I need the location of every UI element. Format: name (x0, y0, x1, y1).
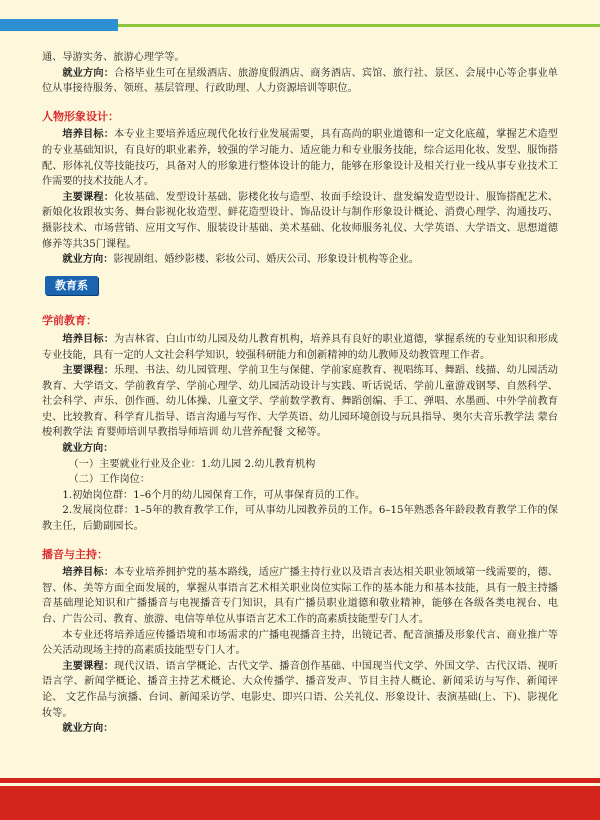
broadcasting-extra: 本专业还将培养适应传播语境和市场需求的广播电视播音主持，出镜记者、配音演播及形象代言、商业推广等公关活动现场主持的高素质技能型专门人才。 (42, 629, 558, 657)
preschool-career-line-1: （一）主要就业行业及企业：1.幼儿园 2.幼儿教育机构 (68, 458, 316, 470)
preschool-career-label: 就业方向： (62, 442, 114, 455)
header-green-line (118, 24, 600, 27)
courses-text: 现代汉语、语言学概论、古代文学、播音创作基础、中国现当代文学、外国文学、古代汉语、视听语言学、新闻学概论、播音主持艺术概论、大众传播学、播音发声、节目主持人概论、新闻采访与写作、新闻评论、 文艺作品与演播、台词、新闻采访学、电影史、即兴口语、公关礼仪、形象设计、表演基础(上、下)、影视化妆等。 (42, 660, 558, 719)
goal-label: 培养目标： (62, 332, 115, 345)
career-text: 影视剧组、婚纱影楼、彩妆公司、婚庆公司、形象设计机构等企业。 (113, 254, 419, 266)
footer-red-band (0, 786, 600, 820)
courses-label: 主要课程： (62, 659, 115, 672)
courses-text: 乐理、书法、幼儿园管理、学前卫生与保健、学前家庭教育、视唱练耳、舞蹈、线描、幼儿园活动教育、大学语文、学前教育学、学前心理学、幼儿园活动设计与实践、听话说话、学前儿童游戏钢琴、自然科学、社会科学、声乐、创作画、幼儿体操、儿童文学、学前数学教育、舞蹈创编、手工、弹唱、水墨画、中外学前教育史、比较教育、科学育儿指导、语言沟通与写作、大学英语、幼儿园环境创设与玩具指导、奥尔夫音乐教学法 蒙台梭利教学法 育婴师培训早教指导师培训 幼儿营养配餐 文秘等。 (42, 365, 558, 439)
courses-label: 主要课程： (62, 364, 115, 377)
section-title-image-design: 人物形象设计： (42, 109, 119, 123)
broadcasting-goal (42, 565, 558, 627)
department-badge: 教育系 (45, 276, 98, 296)
goal-text: 本专业主要培养适应现代化妆行业发展需要，具有高尚的职业道德和一定文化底蕴，掌握艺术造型的专业基础知识，有良好的职业素养，较强的学习能力、适应能力和专业服务技能，综合运用化妆、发型、服饰搭配、形体礼仪等技能技巧，具备对人的形象进行整体设计的能力，能够在形象设计及相关行业一线从事专业技术工作需要的技术技能人才。 (42, 129, 558, 188)
goal-text: 为吉林省、白山市幼儿园及幼儿教育机构，培养具有良好的职业道德，掌握系统的专业知识和形成专业技能，具有一定的人文社会科学知识，较强科研能力和创新精神的幼儿教师及幼教管理工作者。 (42, 333, 558, 361)
preschool-courses (42, 363, 558, 441)
career-label: 就业方向： (62, 66, 115, 79)
goal-text: 本专业培养拥护党的基本路线，适应广播主持行业以及语言表达相关职业领域第一线需要的，德、智、体、美等方面全面发展的，掌握从事语言艺术相关职业岗位实际工作的基本能力和基本技能，具有一般主持播音基础理论知识和广播播音与电视播音专门知识，具有广播员职业道德和敬业精神，能够在各级各类电视台、电台、广告公司、教育、旅游、电信等单位从事语言艺术工作的高素质技能型专门人才。 (42, 567, 558, 625)
continued-text: 通、导游实务、旅游心理学等。 (42, 52, 185, 63)
tourism-career (42, 66, 558, 97)
footer-red-stripe (0, 778, 600, 783)
preschool-goal (42, 332, 558, 363)
career-text: 合格毕业生可在星级酒店、旅游度假酒店、商务酒店、宾馆、旅行社、景区、会展中心等企事业单位从事接待服务、领班、基层管理、行政助理、人力资源培训等职位。 (42, 67, 558, 95)
courses-text: 化妆基础、发型设计基础、影楼化妆与造型、妆面手绘设计、盘发编发造型设计、服饰搭配艺术、新娘化妆跟妆实务、舞台影视化妆造型、鲜花造型设计、饰品设计与制作形象设计概论、消费心理学、沟通技巧、摄影技术、市场营销、应用文写作、服装设计基础、美术基础、化妆师服务礼仪、大学英语、大学语文、思想道德修养等共35门课程。 (42, 191, 558, 250)
goal-label: 培养目标： (62, 128, 115, 141)
career-label: 就业方向： (62, 253, 114, 266)
preschool-career-line-3: 1.初始岗位群：1–6个月的幼儿园保育工作，可从事保育员的工作。 (62, 489, 366, 501)
courses-label: 主要课程： (62, 190, 115, 203)
document-body (42, 50, 558, 737)
image-design-courses (42, 190, 558, 252)
header-blue-bar (0, 19, 118, 31)
preschool-career-line-4: 2.发展岗位群：1–5年的教育教学工作，可从事幼儿园教养员的工作。6–15年熟悉各年龄段教育教学工作的保教主任，后勤副园长。 (42, 505, 558, 533)
goal-label: 培养目标： (62, 566, 115, 579)
preschool-career-line-2: （二）工作岗位： (68, 474, 151, 486)
image-design-goal (42, 127, 558, 189)
broadcasting-courses (42, 659, 558, 721)
broadcasting-career-label: 就业方向： (62, 722, 114, 735)
section-title-broadcasting: 播音与主持： (42, 547, 108, 561)
section-title-preschool: 学前教育： (42, 314, 97, 328)
image-design-career (42, 252, 558, 268)
